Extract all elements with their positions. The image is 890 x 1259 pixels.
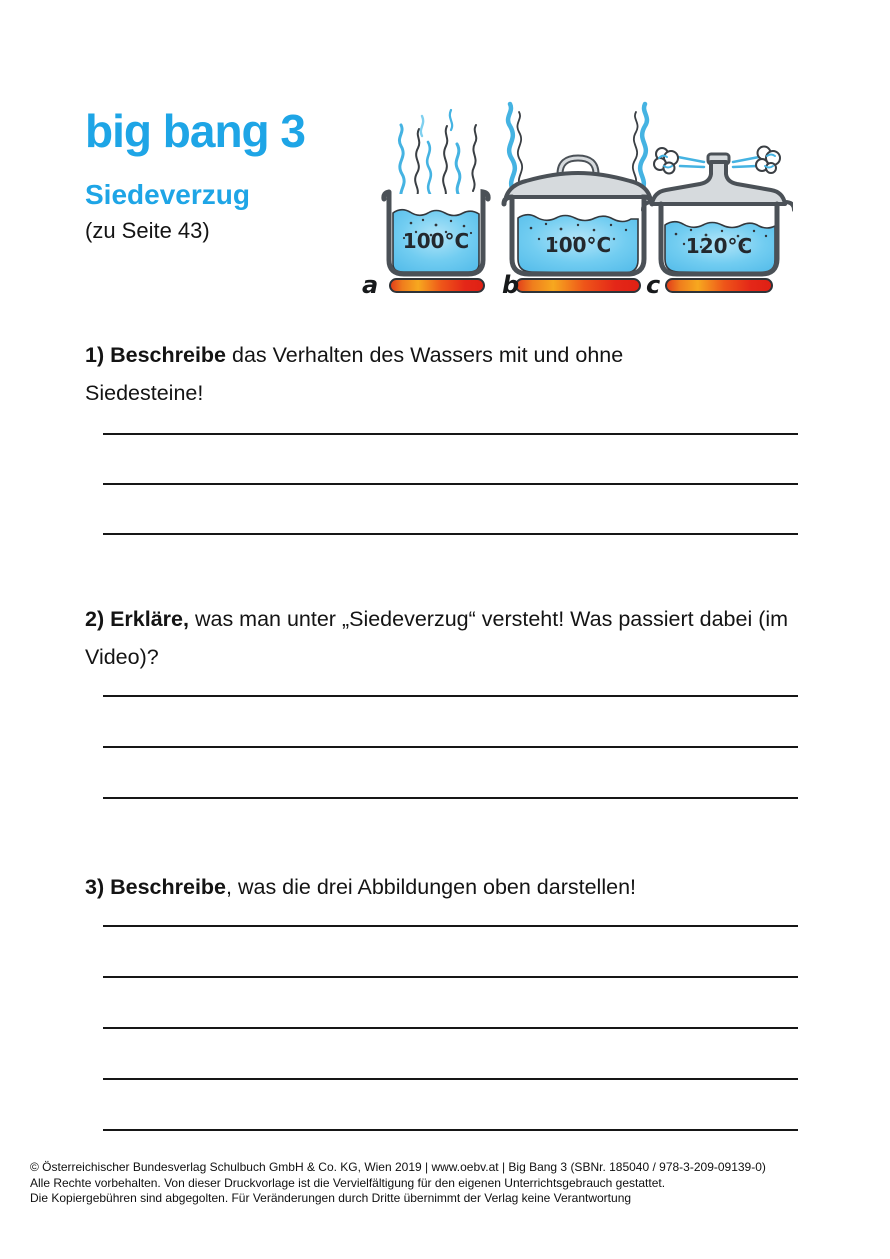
footer-line-1: © Österreichischer Bundesverlag Schulbuch GmbH & Co. KG, Wien 2019 | www.oebv.at | Big Bang 3 (SBNr. 185040 / 978-3-209-09139-0) <box>30 1160 766 1174</box>
question-1-body: das Verhalten des Wassers mit und ohne Siedesteine! <box>85 343 624 405</box>
header <box>85 106 305 245</box>
question-2-body: was man unter „Siedeverzug“ versteht! Was passiert dabei (im Video)? <box>85 607 789 669</box>
pot-c-label: c <box>646 271 661 299</box>
answer-line <box>103 1080 798 1131</box>
question-1-lead: 1) Beschreibe <box>85 343 227 367</box>
page-subtitle: Siedeverzug <box>85 179 250 210</box>
question-3-answer-lines <box>85 876 798 1131</box>
heating-plate-c <box>666 279 772 292</box>
steam-a-icon <box>399 110 476 202</box>
question-3-lead: 3) Beschreibe <box>85 875 227 899</box>
answer-line <box>103 385 798 435</box>
answer-line <box>103 485 798 535</box>
pot-c-temperature: 120°C <box>685 234 753 258</box>
copyright-footer <box>30 1160 766 1207</box>
question-2-lead: 2) Erkläre, <box>85 607 189 631</box>
pot-c <box>643 147 793 300</box>
pot-b-label: b <box>502 271 520 299</box>
question-2-answer-lines <box>85 646 798 799</box>
pot-a-label: a <box>362 271 379 299</box>
footer-line-2: Alle Rechte vorbehalten. Von dieser Druckvorlage ist die Vervielfältigung für den eigenen Unterrichtsgebrauch gestattet. <box>30 1175 666 1190</box>
answer-line <box>103 876 798 927</box>
pot-b-temperature: 100°C <box>544 233 612 257</box>
answer-line <box>103 927 798 978</box>
footer-line-3: Die Kopiergebühren sind abgegolten. Für Veränderungen durch Dritte übernimmt der Verlag keine Verantwortung <box>30 1191 632 1205</box>
question-1-answer-lines <box>85 385 798 535</box>
heating-plate-a <box>390 279 484 292</box>
question-3-body: , was die drei Abbildungen oben darstellen! <box>226 875 636 899</box>
page-title: big bang 3 <box>85 105 305 157</box>
boiling-pots-illustration <box>356 96 793 300</box>
pot-a <box>362 110 488 299</box>
answer-line <box>103 1029 798 1080</box>
answer-line <box>103 748 798 799</box>
answer-line <box>103 697 798 748</box>
answer-line <box>103 978 798 1029</box>
answer-line <box>103 435 798 485</box>
pot-b <box>502 104 652 299</box>
lid-b <box>506 173 650 197</box>
pot-a-temperature: 100°C <box>402 229 470 253</box>
answer-line <box>103 646 798 697</box>
boiling-pots-svg <box>356 96 793 300</box>
heating-plate-b <box>516 279 640 292</box>
page-reference: (zu Seite 43) <box>85 218 210 243</box>
